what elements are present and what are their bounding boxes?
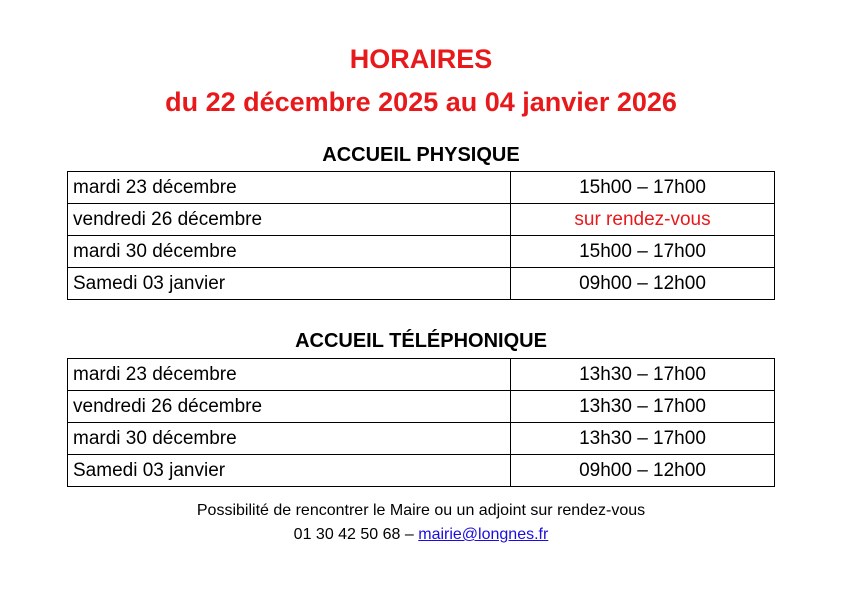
day-cell: Samedi 03 janvier — [68, 455, 511, 487]
hours-cell: 13h30 – 17h00 — [511, 359, 775, 391]
hours-cell: 15h00 – 17h00 — [511, 172, 775, 204]
day-cell: mardi 23 décembre — [68, 172, 511, 204]
day-cell: mardi 30 décembre — [68, 236, 511, 268]
table-row — [68, 423, 775, 455]
table-row — [68, 172, 775, 204]
hours-cell: 09h00 – 12h00 — [511, 455, 775, 487]
appointment-hours-cell: sur rendez-vous — [511, 204, 775, 236]
day-cell: vendredi 26 décembre — [68, 204, 511, 236]
table-row — [68, 268, 775, 300]
table-row — [68, 204, 775, 236]
mayor-appointment-note: Possibilité de rencontrer le Maire ou un adjoint sur rendez-vous — [196, 502, 646, 519]
table-row — [68, 359, 775, 391]
email-link[interactable]: mairie@longnes.fr — [418, 526, 549, 543]
day-cell: vendredi 26 décembre — [68, 391, 511, 423]
date-range-subtitle: du 22 décembre 2025 au 04 janvier 2026 — [165, 87, 677, 117]
contact-line — [0, 524, 842, 546]
table-row — [68, 391, 775, 423]
physical-reception-table — [67, 171, 775, 300]
contact-separator: – — [400, 526, 419, 543]
table-row — [68, 455, 775, 487]
phone-reception-heading: ACCUEIL TÉLÉPHONIQUE — [295, 330, 547, 352]
day-cell: Samedi 03 janvier — [68, 268, 511, 300]
hours-cell: 13h30 – 17h00 — [511, 423, 775, 455]
phone-number: 01 30 42 50 68 — [293, 526, 401, 543]
hours-cell: 15h00 – 17h00 — [511, 236, 775, 268]
page-title: HORAIRES — [349, 44, 493, 74]
table-row — [68, 236, 775, 268]
hours-cell: 09h00 – 12h00 — [511, 268, 775, 300]
physical-reception-heading: ACCUEIL PHYSIQUE — [322, 144, 520, 166]
day-cell: mardi 30 décembre — [68, 423, 511, 455]
phone-reception-table — [67, 358, 775, 487]
day-cell: mardi 23 décembre — [68, 359, 511, 391]
hours-cell: 13h30 – 17h00 — [511, 391, 775, 423]
